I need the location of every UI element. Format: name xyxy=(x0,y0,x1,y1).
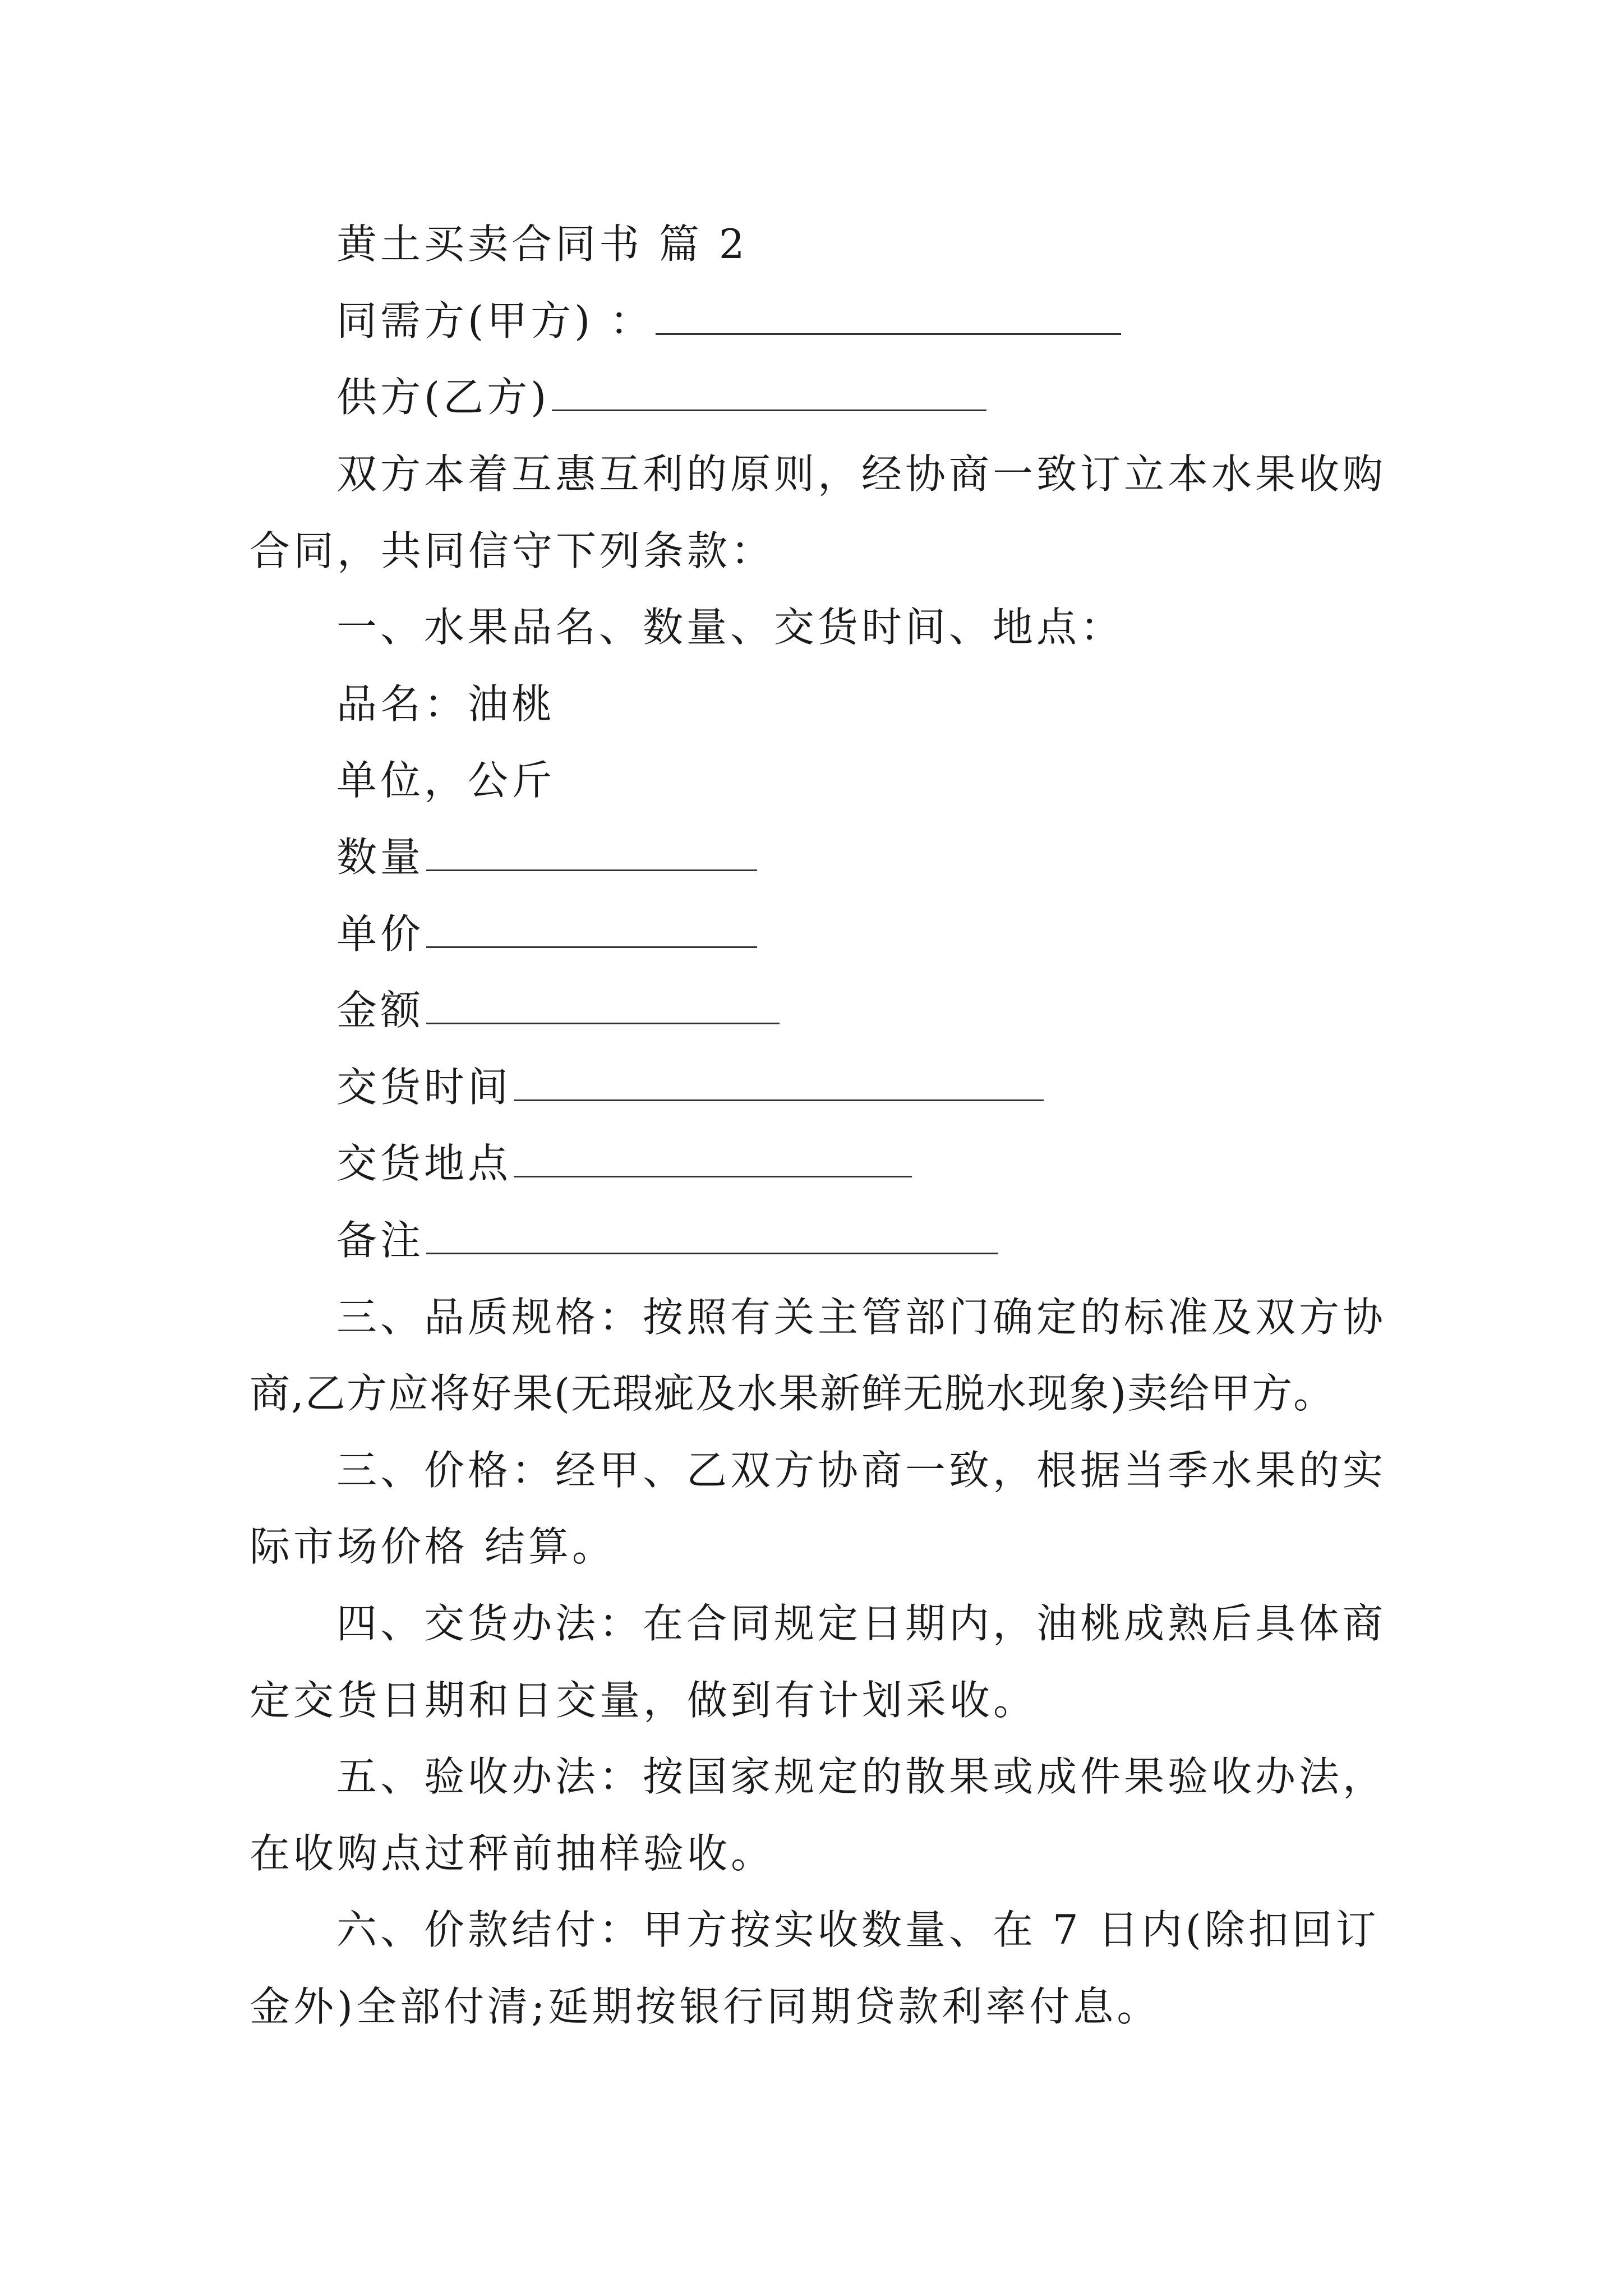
price-paragraph-line1: 三、价格：经甲、乙双方协商一致，根据当季水果的实 xyxy=(336,1447,1387,1494)
party-b-blank[interactable] xyxy=(552,370,986,411)
quality-paragraph-line2: 商,乙方应将好果(无瑕疵及水果新鲜无脱水现象)卖给甲方。 xyxy=(250,1370,1335,1417)
delivery-place-line: 交货地点 xyxy=(336,1135,912,1191)
amount-blank[interactable] xyxy=(426,983,780,1024)
party-b-line: 供方(乙方) xyxy=(336,369,986,425)
quality-paragraph-line1: 三、品质规格：按照有关主管部门确定的标准及双方协 xyxy=(336,1294,1387,1341)
unit-line: 单位，公斤 xyxy=(336,757,556,804)
intro-paragraph-line2: 合同，共同信守下列条款： xyxy=(250,527,775,574)
party-a-line: 同需方(甲方) ： xyxy=(336,293,1121,349)
amount-line: 金额 xyxy=(336,982,780,1038)
quantity-line: 数量 xyxy=(336,829,757,885)
acceptance-paragraph-line2: 在收购点过秤前抽样验收。 xyxy=(250,1830,775,1877)
remarks-blank[interactable] xyxy=(426,1213,998,1254)
document-title: 黄土买卖合同书 篇 2 xyxy=(336,220,748,268)
delivery-place-blank[interactable] xyxy=(514,1137,912,1177)
product-name-line: 品名：油桃 xyxy=(336,680,556,728)
intro-paragraph-line1: 双方本着互惠互利的原则，经协商一致订立本水果收购 xyxy=(336,450,1387,498)
remarks-line: 备注 xyxy=(336,1212,998,1268)
delivery-time-line: 交货时间 xyxy=(336,1059,1044,1115)
unit-price-blank[interactable] xyxy=(426,907,757,948)
delivery-method-paragraph-line2: 定交货日期和日交量，做到有计划采收。 xyxy=(250,1677,1038,1724)
delivery-time-blank[interactable] xyxy=(514,1060,1044,1101)
party-a-blank[interactable] xyxy=(656,294,1121,335)
unit-price-line: 单价 xyxy=(336,906,757,962)
payment-paragraph-line1: 六、价款结付：甲方按实收数量、在 7 日内(除扣回订 xyxy=(336,1906,1380,1953)
acceptance-paragraph-line1: 五、验收办法：按国家规定的散果或成件果验收办法， xyxy=(336,1753,1387,1800)
quantity-blank[interactable] xyxy=(426,830,757,871)
section1-heading: 一、水果品名、数量、交货时间、地点： xyxy=(336,604,1124,651)
payment-paragraph-line2: 金外)全部付清;延期按银行同期贷款利率付息。 xyxy=(250,1983,1161,2030)
delivery-method-paragraph-line1: 四、交货办法：在合同规定日期内，油桃成熟后具体商 xyxy=(336,1600,1387,1647)
price-paragraph-line2: 际市场价格 结算。 xyxy=(250,1523,616,1570)
